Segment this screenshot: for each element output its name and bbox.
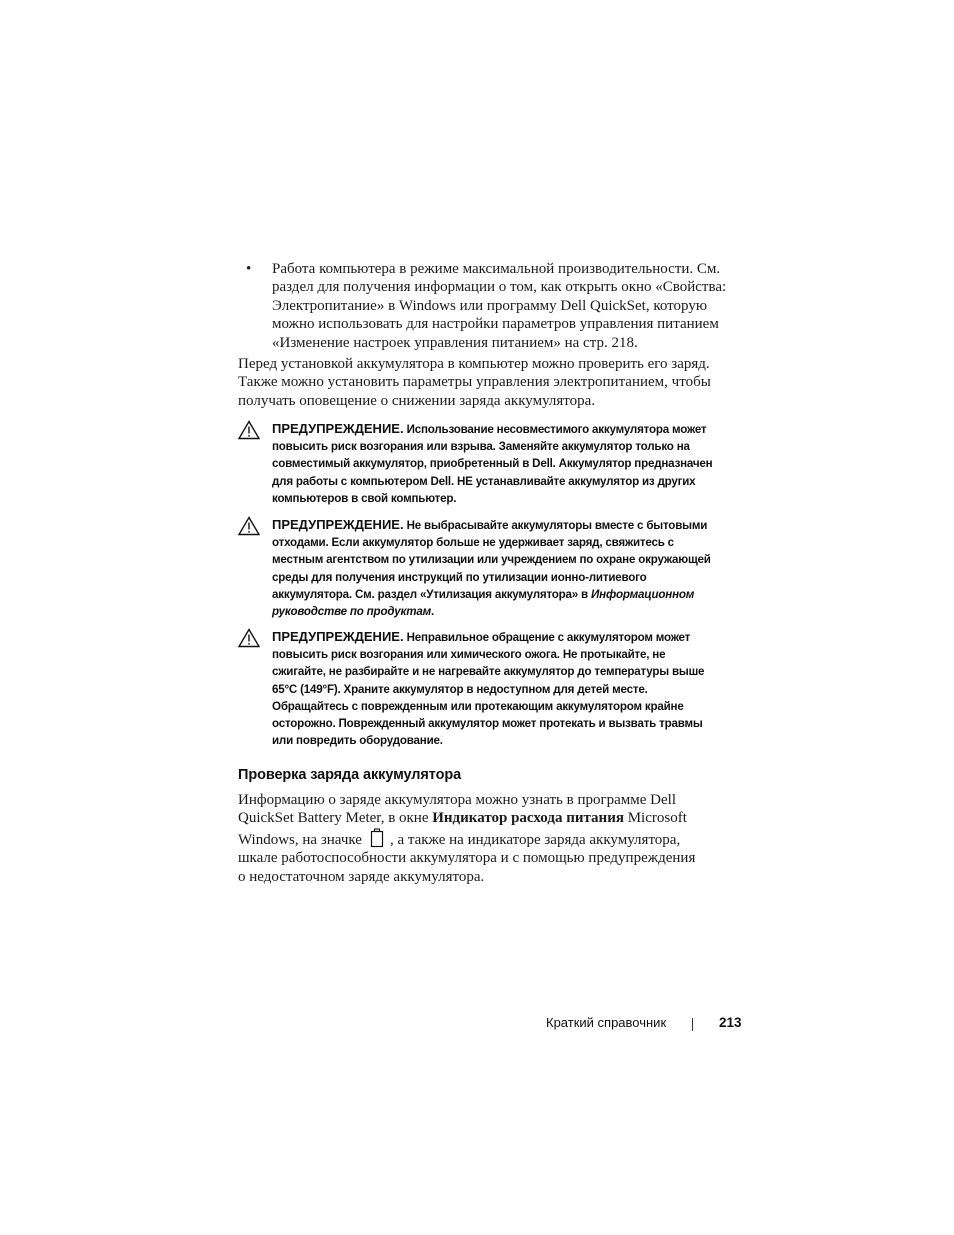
intro-line: получать оповещение о снижении заряда аккумулятора. — [238, 392, 596, 409]
bullet-line: Работа компьютера в режиме максимальной производительности. См. — [272, 261, 721, 277]
page-number: 213 — [719, 1015, 742, 1030]
bullet-line: раздел для получения информации о том, как открыть окно «Свойства: — [272, 279, 727, 296]
section-line: Windows, на значке — [238, 831, 362, 848]
warning-line: 65°C (149°F). Храните аккумулятор в недоступном для детей месте. — [272, 682, 648, 696]
section-line: шкале работоспособности аккумулятора и с помощью предупреждения — [238, 850, 696, 867]
battery-icon — [370, 828, 384, 848]
warning-tail: . — [430, 605, 434, 619]
warning-label: ПРЕДУПРЕЖДЕНИЕ. — [272, 629, 404, 644]
footer-separator — [692, 1018, 693, 1031]
warning-line: повысить риск возгорания или взрыва. Заменяйте аккумулятор только на — [272, 440, 690, 454]
warning-line: аккумулятора. См. раздел «Утилизация аккумулятора» в — [272, 587, 592, 601]
warning-italic-ref: руководстве по продуктам — [272, 605, 431, 619]
section-line: о недостаточном заряде аккумулятора. — [238, 868, 485, 885]
warning-triangle-icon — [238, 420, 260, 440]
bullet-list — [238, 260, 738, 352]
warning-line: Использование несовместимого аккумулятора может — [403, 423, 707, 436]
warning-line: или повредить оборудование. — [272, 734, 443, 748]
bullet-mark: • — [246, 261, 252, 277]
section-paragraph — [238, 791, 738, 886]
warning-triangle-icon — [238, 516, 260, 536]
warning-line: Неправильное обращение с аккумулятором может — [403, 631, 691, 644]
bullet-line: можно использовать для настройки параметров управления питанием — [272, 316, 719, 333]
bullet-line: «Изменение настроек управления питанием» на стр. 218. — [272, 334, 638, 351]
warning-line: местным агентством по утилизации или учреждением по охране окружающей — [272, 553, 711, 567]
warning-text — [272, 628, 738, 749]
section-line: QuickSet Battery Meter, в окне — [238, 810, 433, 827]
warning-line: среды для получения инструкций по утилизации ионно-литиевого — [272, 570, 647, 584]
page-footer — [0, 1015, 954, 1035]
list-item — [238, 260, 738, 352]
warning-text — [272, 516, 738, 620]
warning-triangle-icon — [238, 628, 260, 648]
section-line: , а также на индикаторе заряда аккумулятора, — [389, 831, 681, 848]
warning-text — [272, 420, 738, 507]
warning-line: компьютеров в свой компьютер. — [272, 491, 457, 505]
warning-line: Обращайтесь с поврежденным или протекающим аккумулятором крайне — [272, 699, 684, 713]
intro-line: Перед установкой аккумулятора в компьютер можно проверить его заряд. — [238, 356, 710, 372]
warning-italic-ref: Информационном — [591, 587, 695, 601]
battery-meter-window-name: Индикатор расхода питания — [432, 810, 624, 827]
warning-line: сжигайте, не разбирайте и не нагревайте аккумулятор до температуры выше — [272, 665, 705, 679]
warning-line: совместимый аккумулятор, приобретенный в Dell. Аккумулятор предназначен — [272, 457, 713, 471]
section-line: Информацию о заряде аккумулятора можно узнать в программе Dell — [238, 792, 677, 808]
intro-line: Также можно установить параметры управления электропитанием, чтобы — [238, 374, 711, 391]
section-heading: Проверка заряда аккумулятора — [238, 767, 462, 783]
footer-title: Краткий справочник — [546, 1015, 667, 1030]
warning-line: для работы с компьютером Dell. НЕ устанавливайте аккумулятор из других — [272, 474, 696, 488]
warning-line: осторожно. Поврежденный аккумулятор может протекать и вызвать травмы — [272, 717, 703, 731]
warning-label: ПРЕДУПРЕЖДЕНИЕ. — [272, 421, 404, 436]
intro-paragraph — [238, 355, 738, 410]
section-line: Microsoft — [623, 810, 687, 827]
warning-line: отходами. Если аккумулятор больше не удерживает заряд, свяжитесь с — [272, 536, 674, 550]
warning-line: повысить риск возгорания или химического ожога. Не протыкайте, не — [272, 648, 666, 662]
warning-line: Не выбрасывайте аккумуляторы вместе с бытовыми — [403, 519, 708, 532]
bullet-line: Электропитание» в Windows или программу Dell QuickSet, которую — [272, 297, 708, 314]
warning-label: ПРЕДУПРЕЖДЕНИЕ. — [272, 517, 404, 532]
